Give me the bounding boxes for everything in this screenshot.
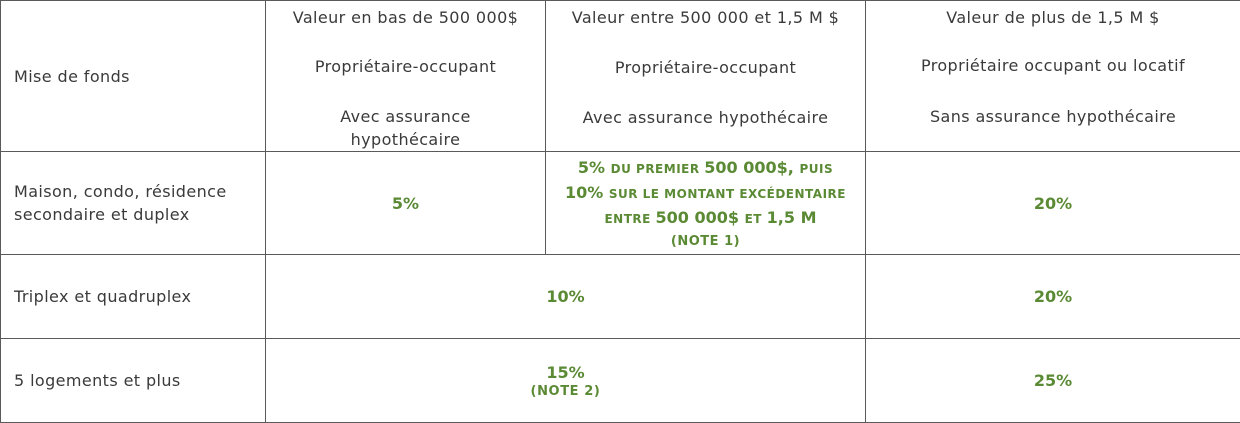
col-2-insurance: Avec assurance hypothécaire	[582, 108, 829, 127]
table-row	[1, 255, 1240, 339]
col-3-occupancy: Propriétaire occupant ou locatif	[920, 56, 1186, 75]
col-3-insurance: Sans assurance hypothécaire	[929, 107, 1177, 126]
text-part: PUIS	[799, 161, 834, 176]
row-label-house	[1, 152, 266, 255]
text-part: (NOTE 1)	[670, 233, 741, 249]
note-2-reference: (NOTE 2)	[530, 383, 601, 399]
text-part: 10%	[564, 182, 609, 202]
tiered-rule-line-2	[546, 181, 865, 206]
row-1-col-1	[266, 152, 546, 255]
header-col-2	[546, 1, 866, 152]
header-col-3	[866, 1, 1240, 152]
header-label-cell	[1, 1, 266, 152]
header-label: Mise de fonds	[14, 66, 130, 86]
text-part: 1,5 M	[766, 207, 817, 227]
col-1-insurance: Avec assurance hypothécaire	[340, 107, 471, 149]
note-1-reference	[546, 231, 865, 251]
table-row	[1, 152, 1240, 255]
percent-value: 15%	[546, 362, 585, 382]
text-part: ET	[744, 211, 767, 226]
percent-value: 5%	[391, 193, 420, 213]
text-part: 500 000$	[655, 207, 745, 227]
percent-value: 10%	[546, 287, 585, 306]
row-2-col-3	[866, 255, 1240, 339]
tiered-rule-line-1	[546, 156, 865, 181]
percent-value: 20%	[1033, 193, 1073, 213]
row-label-5-plus	[1, 339, 266, 423]
text-part: 5%	[577, 157, 611, 177]
text-part: 500 000$,	[704, 157, 800, 177]
row-label-triplex	[1, 255, 266, 339]
col-1-occupancy: Propriétaire-occupant	[314, 57, 497, 77]
row-3-col-1-2	[266, 339, 866, 423]
percent-value: 20%	[1033, 287, 1073, 306]
tiered-rule-line-3	[546, 206, 865, 231]
col-2-occupancy: Propriétaire-occupant	[614, 58, 797, 77]
col-2-value-range: Valeur entre 500 000 et 1,5 M $	[571, 8, 840, 27]
row-label: Triplex et quadruplex	[14, 287, 192, 306]
text-part: DU PREMIER	[610, 161, 705, 176]
row-label: 5 logements et plus	[14, 371, 181, 390]
header-row	[1, 1, 1240, 152]
text-part: SUR LE MONTANT EXCÉDENTAIRE	[608, 186, 846, 201]
col-1-value-range: Valeur en bas de 500 000$	[292, 8, 519, 27]
row-label: Maison, condo, résidence secondaire et duplex	[14, 182, 227, 224]
header-col-1	[266, 1, 546, 152]
row-2-col-1-2	[266, 255, 866, 339]
col-3-value-range: Valeur de plus de 1,5 M $	[946, 8, 1160, 27]
percent-value: 25%	[1033, 371, 1073, 390]
row-1-col-3	[866, 152, 1240, 255]
row-1-col-2	[546, 152, 866, 255]
table-row	[1, 339, 1240, 423]
row-3-col-3	[866, 339, 1240, 423]
text-part: ENTRE	[604, 211, 656, 226]
